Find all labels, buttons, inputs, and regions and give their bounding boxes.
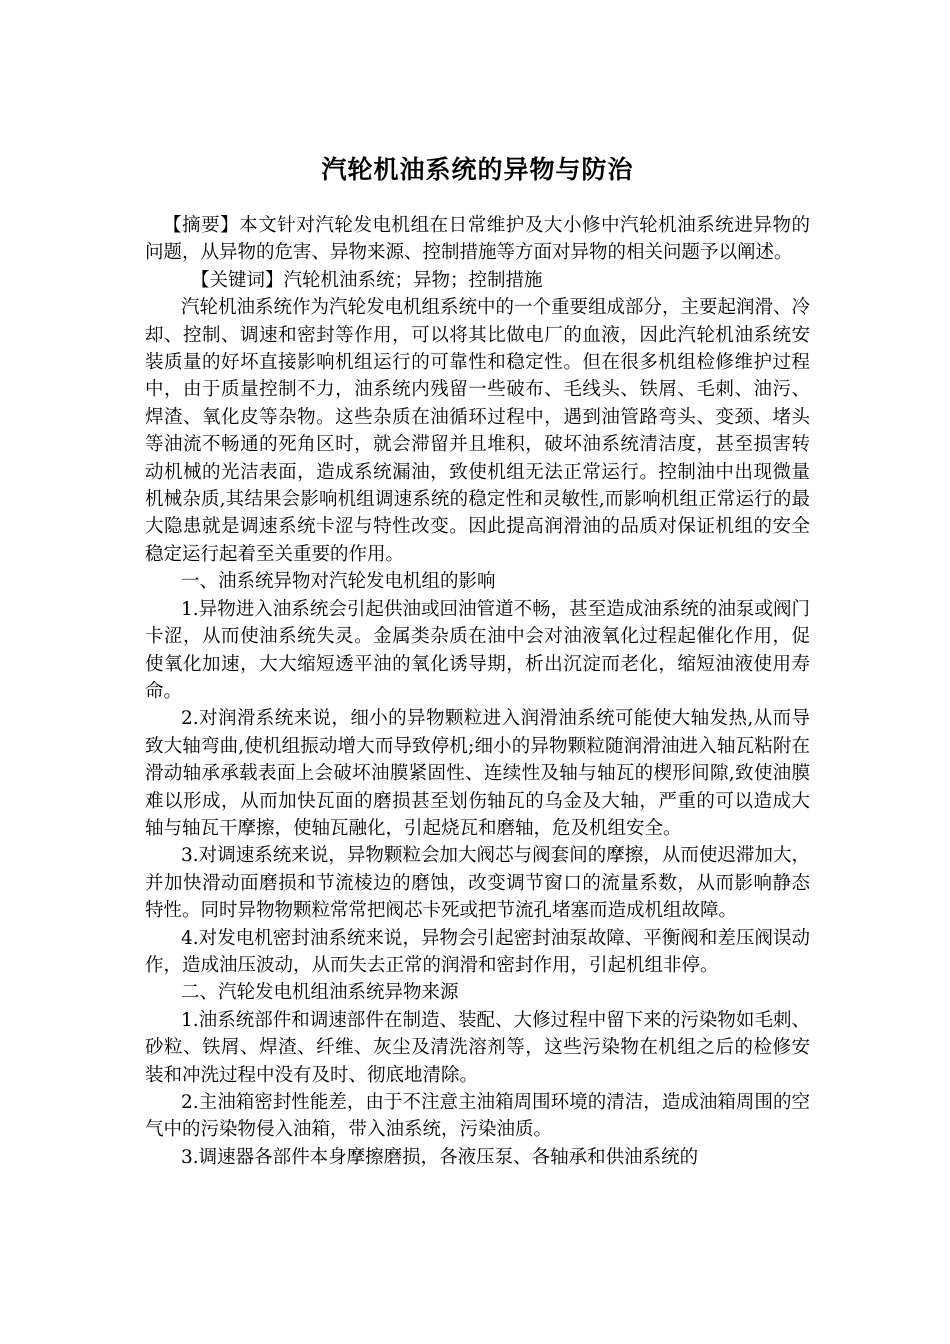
section1-item-1: 1.异物进入油系统会引起供油或回油管道不畅，甚至造成油系统的油泵或阀门卡涩，从而使油系统失灵。金属类杂质在油中会对油液氧化过程起催化作用，促使氧化加速，大大缩短透平油的氧化诱导期，析出沉淀而老化，缩短油液使用寿命。 xyxy=(145,598,810,702)
section-heading-2: 二、汽轮发电机组油系统异物来源 xyxy=(181,982,459,1004)
document-title: 汽轮机油系统的异物与防治 xyxy=(321,155,634,184)
section2-item-1: 1.油系统部件和调速部件在制造、装配、大修过程中留下来的污染物如毛刺、砂粒、铁屑、焊渣、纤维、灰尘及清洗溶剂等，这些污染物在机组之后的检修安装和冲洗过程中没有及时、彻底地清除。 xyxy=(145,1009,810,1086)
document-page xyxy=(145,150,810,1171)
intro-paragraph: 汽轮机油系统作为汽轮发电机组系统中的一个重要组成部分，主要起润滑、冷却、控制、调速和密封等作用，可以将其比做电厂的血液，因此汽轮机油系统安装质量的好坏直接影响机组运行的可靠性和稳定性。但在很多机组检修维护过程中，由于质量控制不力，油系统内残留一些破布、毛线头、铁屑、毛刺、油污、焊渣、氧化皮等杂物。这些杂质在油循环过程中，遇到油管路弯头、变颈、堵头等油流不畅通的死角区时，就会滞留并且堆积，破坏油系统清洁度，甚至损害转动机械的光洁表面，造成系统漏油，致使机组无法正常运行。控制油中出现微量机械杂质,其结果会影响机组调速系统的稳定性和灵敏性,而影响机组正常运行的最大隐患就是调速系统卡涩与特性改变。因此提高润滑油的品质对保证机组的安全稳定运行起着至关重要的作用。 xyxy=(145,297,811,565)
section1-item-2: 2.对润滑系统来说，细小的异物颗粒进入润滑油系统可能使大轴发热,从而导致大轴弯曲,使机组振动增大而导致停机;细小的异物颗粒随润滑油进入轴瓦粘附在滑动轴承承载表面上会破坏油膜紧固性、连续性及轴与轴瓦的楔形间隙,致使油膜难以形成，从而加快瓦面的磨损甚至划伤轴瓦的乌金及大轴，严重的可以造成大轴与轴瓦干摩擦，使轴瓦融化，引起烧瓦和磨轴，危及机组安全。 xyxy=(145,708,810,839)
section2-item-2: 2.主油箱密封性能差，由于不注意主油箱周围环境的清洁，造成油箱周围的空气中的污染物侵入油箱，带入油系统，污染油质。 xyxy=(145,1092,810,1141)
section1-item-3: 3.对调速系统来说，异物颗粒会加大阀芯与阀套间的摩擦，从而使迟滞加大，并加快滑动面磨损和节流棱边的磨蚀，改变调节窗口的流量系数，从而影响静态特性。同时异物物颗粒常常把阀芯卡死或把节流孔堵塞而造成机组故障。 xyxy=(145,845,810,922)
section2-item-3: 3.调速器各部件本身摩擦磨损，各液压泵、各轴承和供油系统的 xyxy=(181,1146,699,1168)
section1-item-4: 4.对发电机密封油系统来说，异物会引起密封油泵故障、平衡阀和差压阀误动作，造成油压波动，从而失去正常的润滑和密封作用，引起机组非停。 xyxy=(145,927,810,976)
section-heading-1: 一、油系统异物对汽轮发电机组的影响 xyxy=(181,571,496,593)
abstract-paragraph: 【摘要】本文针对汽轮发电机组在日常维护及大小修中汽轮机油系统进异物的问题，从异物的危害、异物来源、控制措施等方面对异物的相关问题予以阐述。 xyxy=(145,215,810,264)
keywords-paragraph: 【关键词】汽轮机油系统；异物；控制措施 xyxy=(191,269,543,291)
